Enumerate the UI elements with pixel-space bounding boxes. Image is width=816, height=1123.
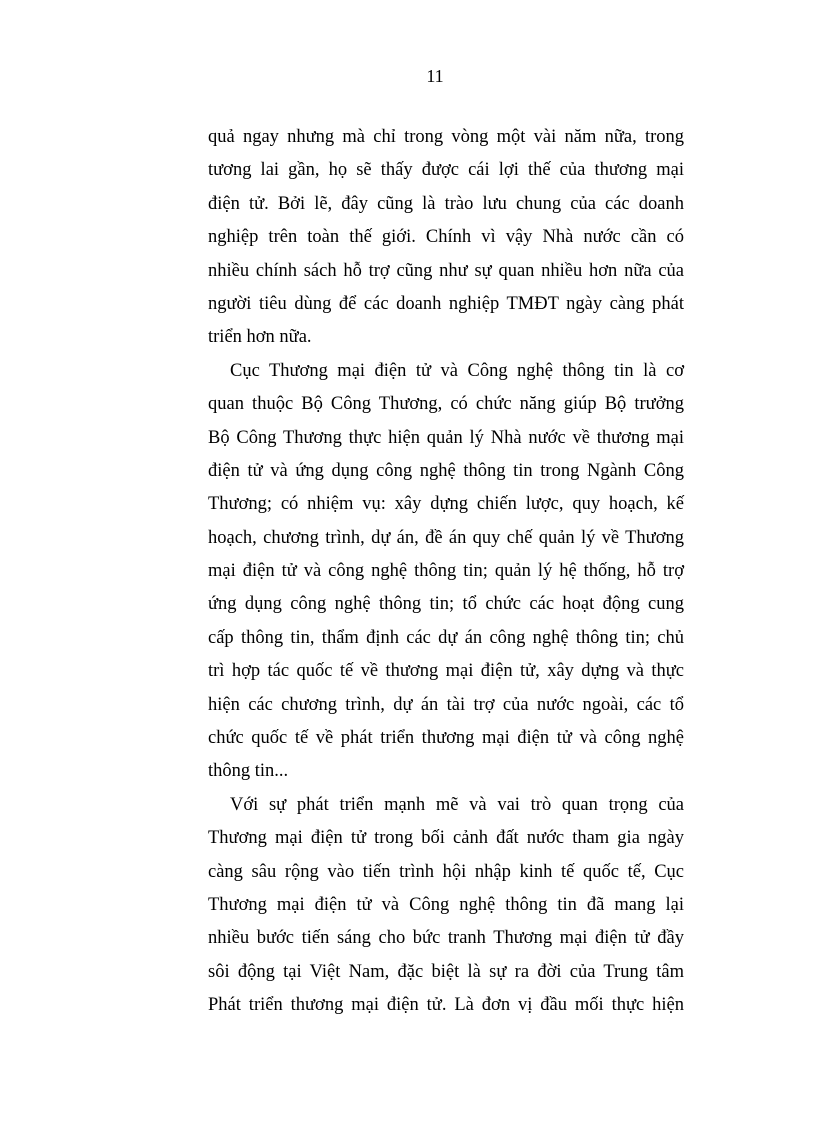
text-line: sôi động tại Việt Nam, đặc biệt là sự ra đời của Trung tâm: [208, 961, 684, 982]
text-line: Bộ Công Thương thực hiện quản lý Nhà nước về thương mại: [208, 427, 684, 448]
text-line: nhiều bước tiến sáng cho bức tranh Thương mại điện tử đầy: [208, 928, 684, 949]
text-line: mại điện tử và công nghệ thông tin; quản lý hệ thống, hỗ trợ: [208, 561, 684, 582]
text-line: chức quốc tế về phát triển thương mại điện tử và công nghệ: [208, 728, 684, 749]
paragraph-3: [208, 789, 684, 1023]
text-line: tương lai gần, họ sẽ thấy được cái lợi thế của thương mại: [208, 160, 684, 181]
text-line: Thương mại điện tử trong bối cảnh đất nước tham gia ngày: [208, 828, 684, 849]
text-line: hiện các chương trình, dự án tài trợ của nước ngoài, các tổ: [208, 694, 684, 715]
text-line: quả ngay nhưng mà chỉ trong vòng một vài năm nữa, trong: [208, 127, 684, 147]
text-line: nghiệp trên toàn thế giới. Chính vì vậy Nhà nước cần có: [208, 227, 684, 248]
page-number: 11: [426, 66, 444, 86]
text-line: Thương mại điện tử và Công nghệ thông tin đã mang lại: [208, 894, 684, 915]
text-line: càng sâu rộng vào tiến trình hội nhập kinh tế quốc tế, Cục: [208, 861, 684, 882]
text-line: cấp thông tin, thẩm định các dự án công nghệ thông tin; chủ: [208, 627, 684, 648]
text-line: Phát triển thương mại điện tử. Là đơn vị đầu mối thực hiện: [208, 995, 684, 1016]
text-line: Thương; có nhiệm vụ: xây dựng chiến lược, quy hoạch, kế: [208, 494, 684, 515]
text-line: người tiêu dùng để các doanh nghiệp TMĐT ngày càng phát: [208, 293, 684, 314]
text-line: quan thuộc Bộ Công Thương, có chức năng giúp Bộ trưởng: [208, 394, 684, 415]
paragraph-1: [208, 121, 684, 355]
text-line: trì hợp tác quốc tế về thương mại điện tử, xây dựng và thực: [208, 661, 684, 682]
text-line: ứng dụng công nghệ thông tin; tổ chức các hoạt động cung: [208, 594, 684, 615]
text-line: triển hơn nữa.: [208, 327, 312, 348]
text-line: nhiều chính sách hỗ trợ cũng như sự quan nhiều hơn nữa của: [208, 260, 684, 281]
text-line: điện tử. Bởi lẽ, đây cũng là trào lưu chung của các doanh: [208, 193, 684, 214]
text-line: điện tử và ứng dụng công nghệ thông tin trong Ngành Công: [208, 460, 684, 481]
text-line: hoạch, chương trình, dự án, đề án quy chế quản lý về Thương: [208, 527, 684, 548]
paragraph-2: [208, 355, 684, 789]
text-line: Với sự phát triển mạnh mẽ và vai trò quan trọng của: [230, 794, 684, 815]
body-text: [208, 121, 684, 1023]
text-line: thông tin...: [208, 761, 289, 782]
text-line: Cục Thương mại điện tử và Công nghệ thông tin là cơ: [230, 360, 684, 381]
